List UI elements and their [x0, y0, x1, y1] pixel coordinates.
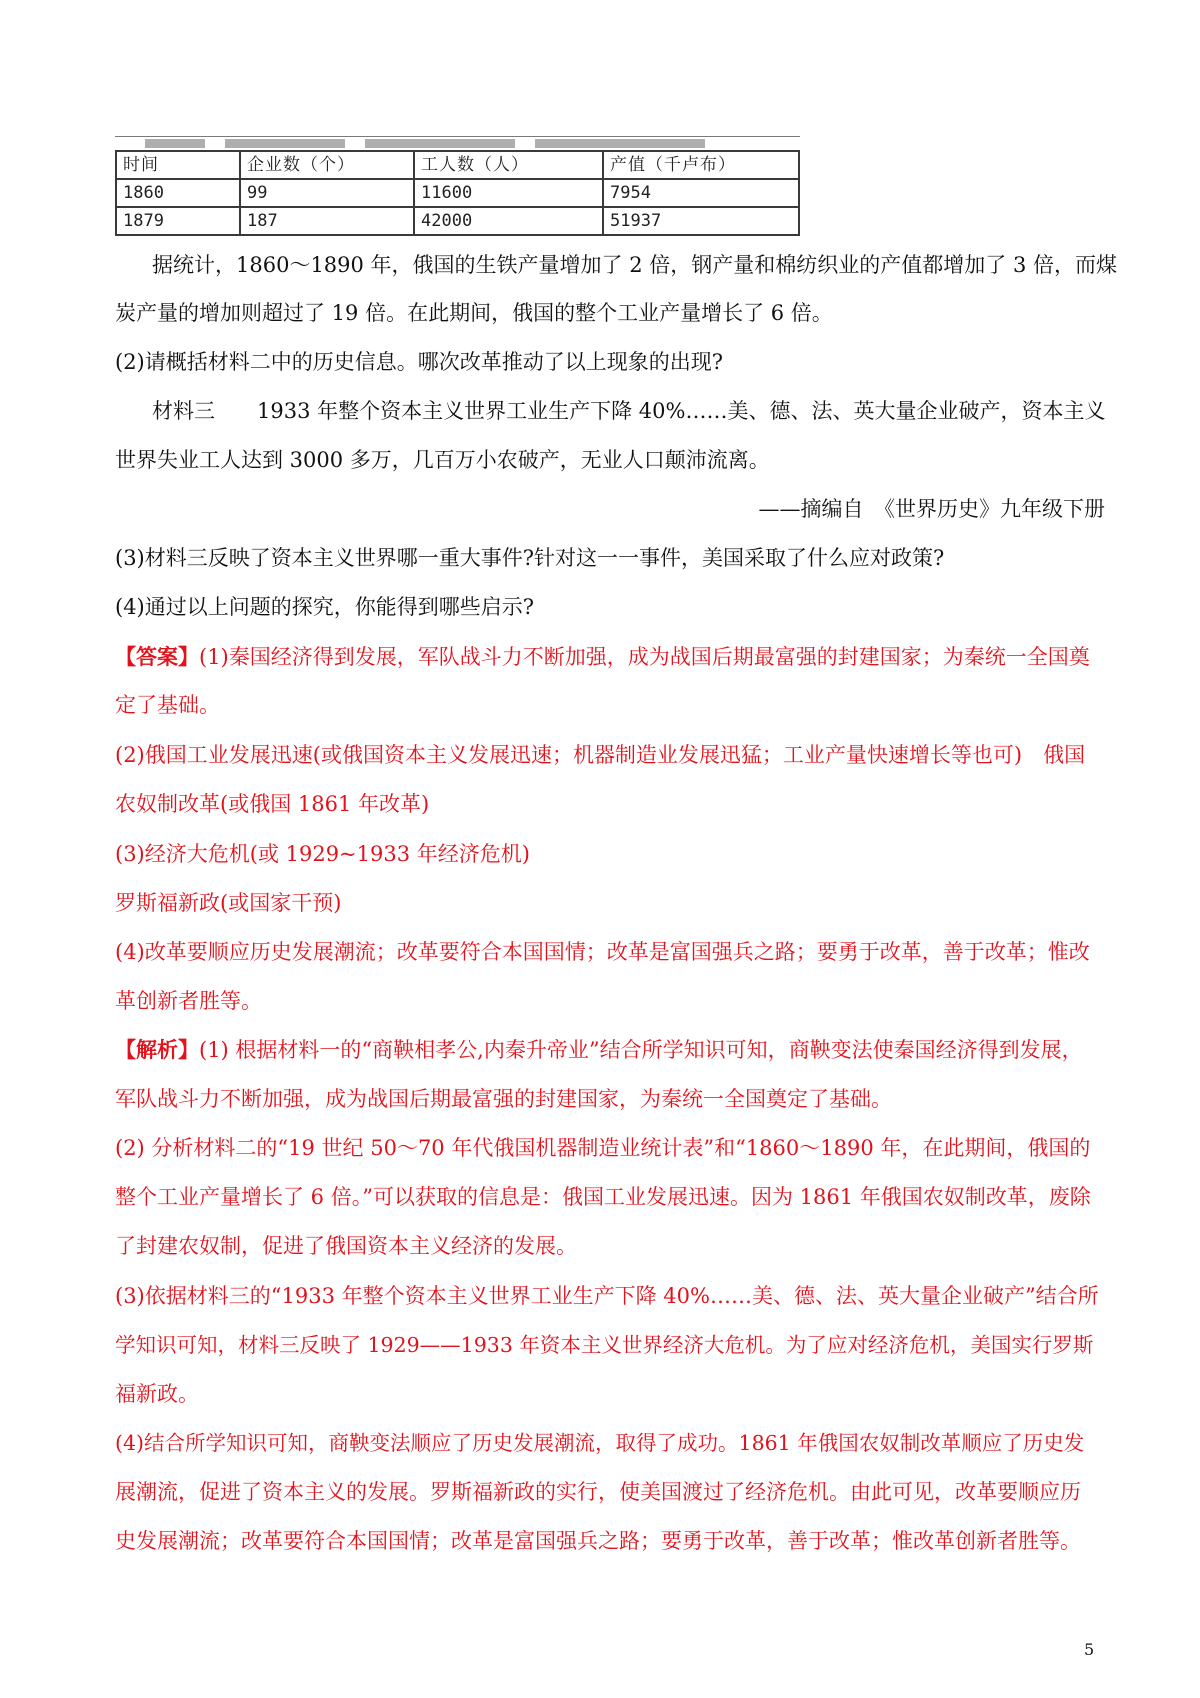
material-three-cont: 世界失业工人达到 3000 多万，几百万小农破产，无业人口颠沛流离。 [115, 448, 770, 472]
question-4: (4)通过以上问题的探究，你能得到哪些启示? [115, 595, 535, 619]
analysis-4: (4)结合所学知识可知，商鞅变法顺应了历史发展潮流，取得了成功。1861 年俄国农奴制改革顺应了历史发 [115, 1431, 1085, 1455]
table-cropped-caption [115, 136, 800, 151]
question-2: (2)请概括材料二中的历史信息。哪次改革推动了以上现象的出现? [115, 350, 724, 374]
answer-label: 【答案】 [115, 644, 199, 669]
table-header-cell: 企业数（个） [240, 151, 414, 179]
table-header-cell: 工人数（人） [414, 151, 603, 179]
answer-4-cont: 革创新者胜等。 [115, 989, 262, 1013]
answer-3: (3)经济大危机(或 1929~1933 年经济危机) [115, 842, 530, 866]
answer-2-cont: 农奴制改革(或俄国 1861 年改革) [115, 792, 430, 816]
table-cell: 1879 [116, 207, 240, 235]
analysis-1-cont: 军队战斗力不断加强，成为战国后期最富强的封建国家，为秦统一全国奠定了基础。 [115, 1087, 892, 1111]
question-3: (3)材料三反映了资本主义世界哪一重大事件?针对这一一事件，美国采取了什么应对政策? [115, 546, 945, 570]
material-three-source: ——摘编自 《世界历史》九年级下册 [758, 497, 1105, 521]
analysis-label: 【解析】 [115, 1037, 199, 1062]
table-row [116, 207, 799, 235]
analysis-3-cont: 学知识可知，材料三反映了 1929——1933 年资本主义世界经济大危机。为了应对经济危机，美国实行罗斯 [115, 1333, 1094, 1357]
analysis-2: (2) 分析材料二的“19 世纪 50～70 年代俄国机器制造业统计表”和“1860～1890 年，在此期间，俄国的 [115, 1136, 1091, 1160]
analysis-1 [115, 1035, 1105, 1065]
statistics-table [115, 150, 800, 236]
analysis-4-cont: 展潮流，促进了资本主义的发展。罗斯福新政的实行，使美国渡过了经济危机。由此可见，改革要顺应历 [115, 1480, 1081, 1504]
table-cell: 99 [240, 179, 414, 207]
paragraph-statistics-cont: 炭产量的增加则超过了 19 倍。在此期间，俄国的整个工业产量增长了 6 倍。 [115, 301, 833, 325]
answer-2: (2)俄国工业发展迅速(或俄国资本主义发展迅速；机器制造业发展迅猛；工业产量快速增长等也可) 俄国 [115, 743, 1086, 767]
table-cell: 1860 [116, 179, 240, 207]
table-cell: 11600 [414, 179, 603, 207]
answer-1-cont: 定了基础。 [115, 693, 220, 717]
answer-3-cont: 罗斯福新政(或国家干预) [115, 891, 342, 915]
material-three: 材料三 1933 年整个资本主义世界工业生产下降 40%……美、德、法、英大量企业破产，资本主义 [152, 399, 1106, 423]
answer-1-text: (1)秦国经济得到发展，军队战斗力不断加强，成为战国后期最富强的封建国家；为秦统一全国奠 [199, 645, 1090, 669]
table-header-cell: 产值（千卢布） [603, 151, 799, 179]
table-cell: 42000 [414, 207, 603, 235]
table-header-cell: 时间 [116, 151, 240, 179]
table-row [116, 179, 799, 207]
answer-1 [115, 642, 1105, 672]
analysis-1-text: (1) 根据材料一的“商鞅相孝公,内秦升帝业”结合所学知识可知，商鞅变法使秦国经济得到发展， [199, 1038, 1083, 1062]
analysis-2-cont2: 了封建农奴制，促进了俄国资本主义经济的发展。 [115, 1234, 577, 1258]
analysis-2-cont: 整个工业产量增长了 6 倍。”可以获取的信息是：俄国工业发展迅速。因为 1861 年俄国农奴制改革，废除 [115, 1185, 1091, 1209]
table-header-row [116, 151, 799, 179]
page-number: 5 [1084, 1640, 1095, 1659]
answer-4: (4)改革要顺应历史发展潮流；改革要符合本国国情；改革是富国强兵之路；要勇于改革，善于改革；惟改 [115, 940, 1090, 964]
statistics-table-image [115, 136, 800, 236]
analysis-3-cont2: 福新政。 [115, 1382, 199, 1406]
table-cell: 7954 [603, 179, 799, 207]
analysis-3: (3)依据材料三的“1933 年整个资本主义世界工业生产下降 40%……美、德、法、英大量企业破产”结合所 [115, 1284, 1099, 1308]
paragraph-statistics: 据统计，1860～1890 年，俄国的生铁产量增加了 2 倍，钢产量和棉纺织业的产值都增加了 3 倍，而煤 [152, 253, 1117, 277]
analysis-4-cont2: 史发展潮流；改革要符合本国国情；改革是富国强兵之路；要勇于改革，善于改革；惟改革创新者胜等。 [115, 1529, 1081, 1553]
table-cell: 51937 [603, 207, 799, 235]
table-cell: 187 [240, 207, 414, 235]
